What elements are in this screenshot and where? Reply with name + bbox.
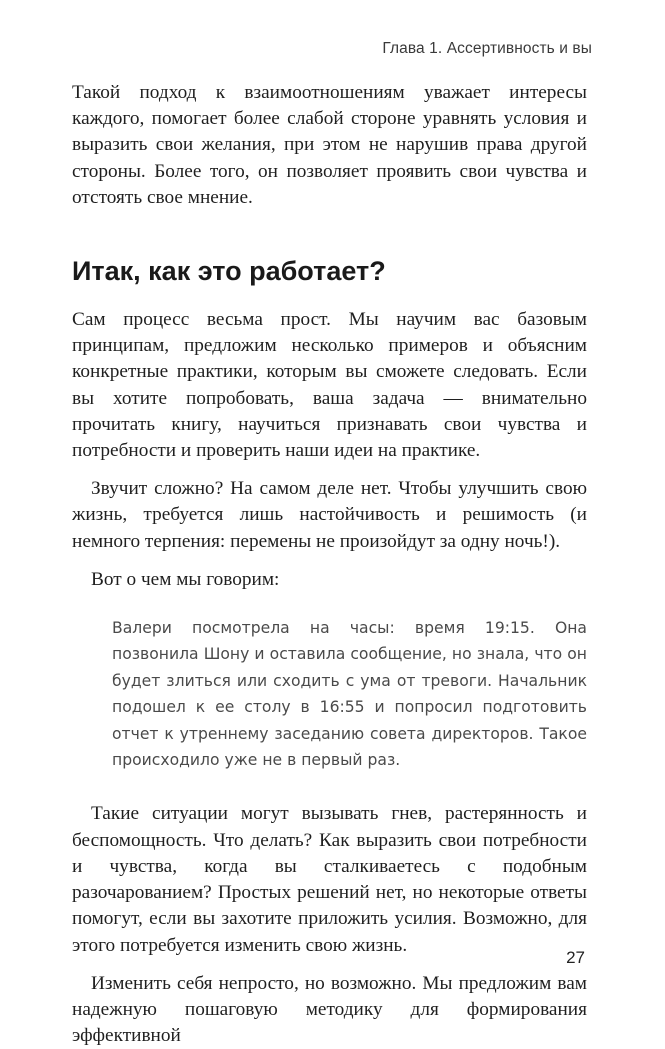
- paragraph: Изменить себя непросто, но возможно. Мы предложим вам надежную пошаговую методику для формирования эффективной: [72, 972, 587, 1047]
- intro-paragraph: Такой подход к взаимоотношениям уважает интересы каждого, помогает более слабой стороне уравнять условия и выразить свои желания, при этом не нарушив права другой стороны. Более того, он позволяет проявить свои чувства и отстоять свое мнение.: [72, 82, 587, 208]
- section-heading: Итак, как это работает?: [72, 256, 386, 287]
- page-number: 27: [566, 948, 585, 967]
- paragraph: Такие ситуации могут вызывать гнев, растерянность и беспомощность. Что делать? Как выразить свои потребности и чувства, когда вы сталкиваетесь с подобным разочарованием? Простых решений нет, но некоторые ответы помогут, если вы захотите приложить усилия. Возможно, для этого потребуется изменить свою жизнь.: [72, 803, 587, 956]
- running-head: Глава 1. Ассертивность и вы: [382, 40, 592, 57]
- paragraph: Вот о чем мы говорим:: [91, 568, 280, 590]
- example-block: Валери посмотрела на часы: время 19:15. Она позвонила Шону и оставила сообщение, но знала, что он будет злиться или сходить с ума от тревоги. Начальник подошел к ее столу в 16:55 и попросил подготовить отчет к утреннему заседанию совета директоров. Такое происходило уже не в первый раз.: [112, 619, 587, 770]
- paragraph: Сам процесс весьма прост. Мы научим вас базовым принципам, предложим несколько примеров и объясним конкретные практики, которым вы сможете следовать. Если вы хотите попробовать, ваша задача — внимательно прочитать книгу, научиться признавать свои чувства и потребности и проверить наши идеи на практике.: [72, 309, 587, 462]
- page-body: [72, 80, 587, 1049]
- paragraph: Звучит сложно? На самом деле нет. Чтобы улучшить свою жизнь, требуется лишь настойчивость и решимость (и немного терпения: перемены не произойдут за одну ночь!).: [72, 478, 587, 552]
